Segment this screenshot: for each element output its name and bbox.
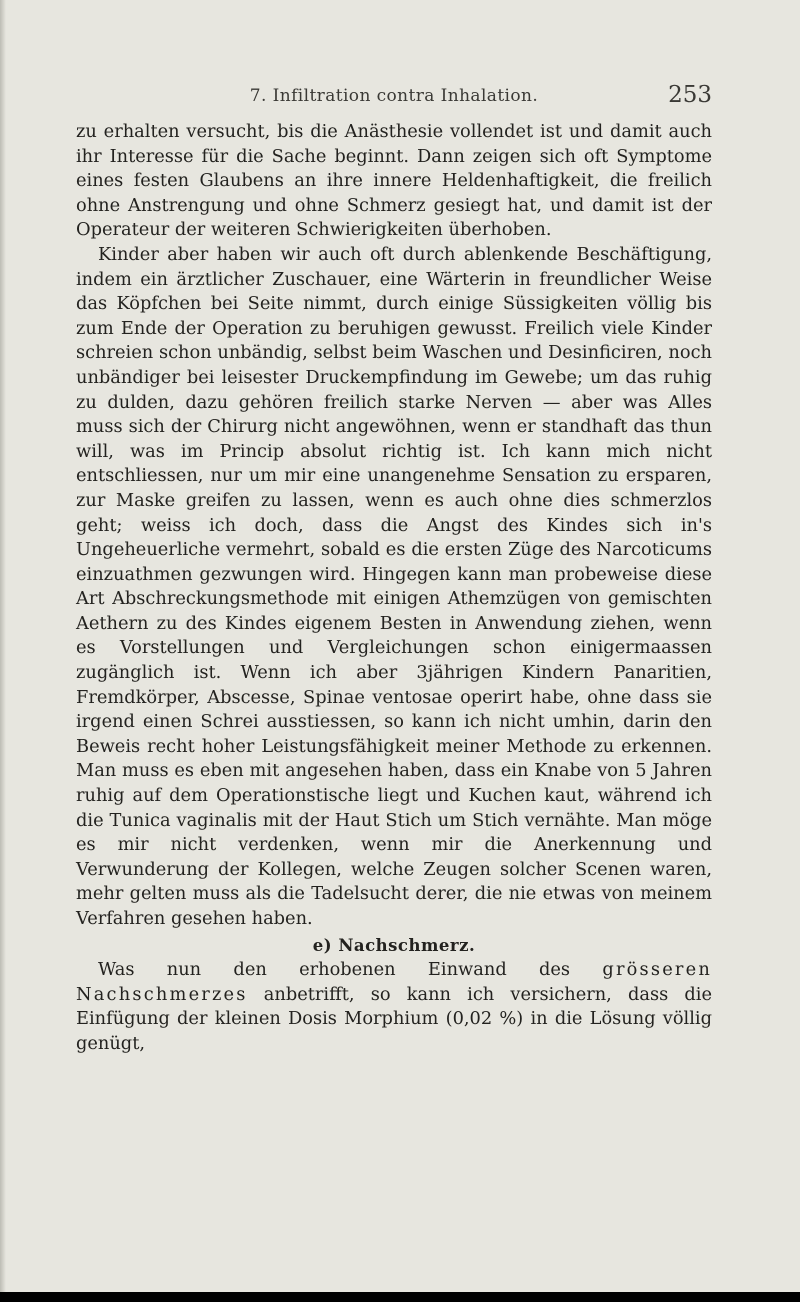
scan-bottom-border: [0, 1292, 800, 1302]
page-header: [76, 82, 712, 112]
section-heading: e) Nachschmerz.: [312, 935, 476, 955]
page-number: 253: [668, 82, 712, 108]
body-text: [76, 120, 712, 1057]
paragraph-2: Kinder aber haben wir auch oft durch ablenkende Beschäftigung, indem ein ärztlicher Zuschauer, eine Wärterin in freundlicher Weise das Köpfchen bei Seite nimmt, durch einige Süssigkeiten völlig bis zum Ende der Operation zu beruhigen gewusst. Freilich viele Kinder schreien schon unbändig, selbst beim Waschen und Desinficiren, noch unbändiger bei leisester Druckempfindung im Gewebe; um das ruhig zu dulden, dazu gehören freilich starke Nerven — aber was Alles muss sich der Chirurg nicht angewöhnen, wenn er standhaft das thun will, was im Princip absolut richtig ist. Ich kann mich nicht entschliessen, nur um mir eine unangenehme Sensation zu ersparen, zur Maske greifen zu lassen, wenn es auch ohne dies schmerzlos geht; weiss ich doch, dass die Angst des Kindes sich in's Ungeheuerliche vermehrt, sobald es die ersten Züge des Narcoticums einzuathmen gezwungen wird. Hingegen kann man probeweise diese Art Abschreckungsmethode mit einigen Athemzügen von gemischten Aethern zu des Kindes eigenem Besten in Anwendung ziehen, wenn es Vorstellungen und Vergleichungen schon einigermaassen zugänglich ist. Wenn ich aber 3jährigen Kindern Panaritien, Fremdkörper, Abscesse, Spinae ventosae operirt habe, ohne dass sie irgend einen Schrei ausstiessen, so kann ich nicht umhin, darin den Beweis recht hoher Leistungsfähigkeit meiner Methode zu erkennen. Man muss es eben mit angesehen haben, dass ein Knabe von 5 Jahren ruhig auf dem Operationstische liegt und Kuchen kaut, während ich die Tunica vaginalis mit der Haut Stich um Stich vernähte. Man möge es mir nicht verdenken, wenn mir die Anerkennung und Verwunderung der Kollegen, welche Zeugen solcher Scenen waren, mehr gelten muss als die Tadelsucht derer, die nie etwas von meinem Verfahren gesehen haben.: [76, 243, 712, 929]
paragraph-3-end: anbetrifft, so kann ich versichern, dass die Einfügung der kleinen Dosis Morphium (0,02 %) in die Lösung völlig genügt,: [76, 983, 713, 1054]
paragraph-3: [76, 958, 712, 1056]
page-edge-shadow: [0, 0, 6, 1302]
paragraph-1: zu erhalten versucht, bis die Anästhesie vollendet ist und damit auch ihr Interesse für die Sache beginnt. Dann zeigen sich oft Symptome eines festen Glaubens an ihre innere Heldenhaftigkeit, die freilich ohne Anstrengung und ohne Schmerz gesiegt hat, und damit ist der Operateur der weiteren Schwierigkeiten überhoben.: [76, 121, 712, 241]
paragraph-3-emphasis: grösseren Nachschmerzes: [76, 959, 712, 1005]
paragraph-3-start: Was nun den erhobenen Einwand des: [98, 959, 571, 981]
running-head: 7. Infiltration contra Inhalation.: [249, 86, 539, 106]
